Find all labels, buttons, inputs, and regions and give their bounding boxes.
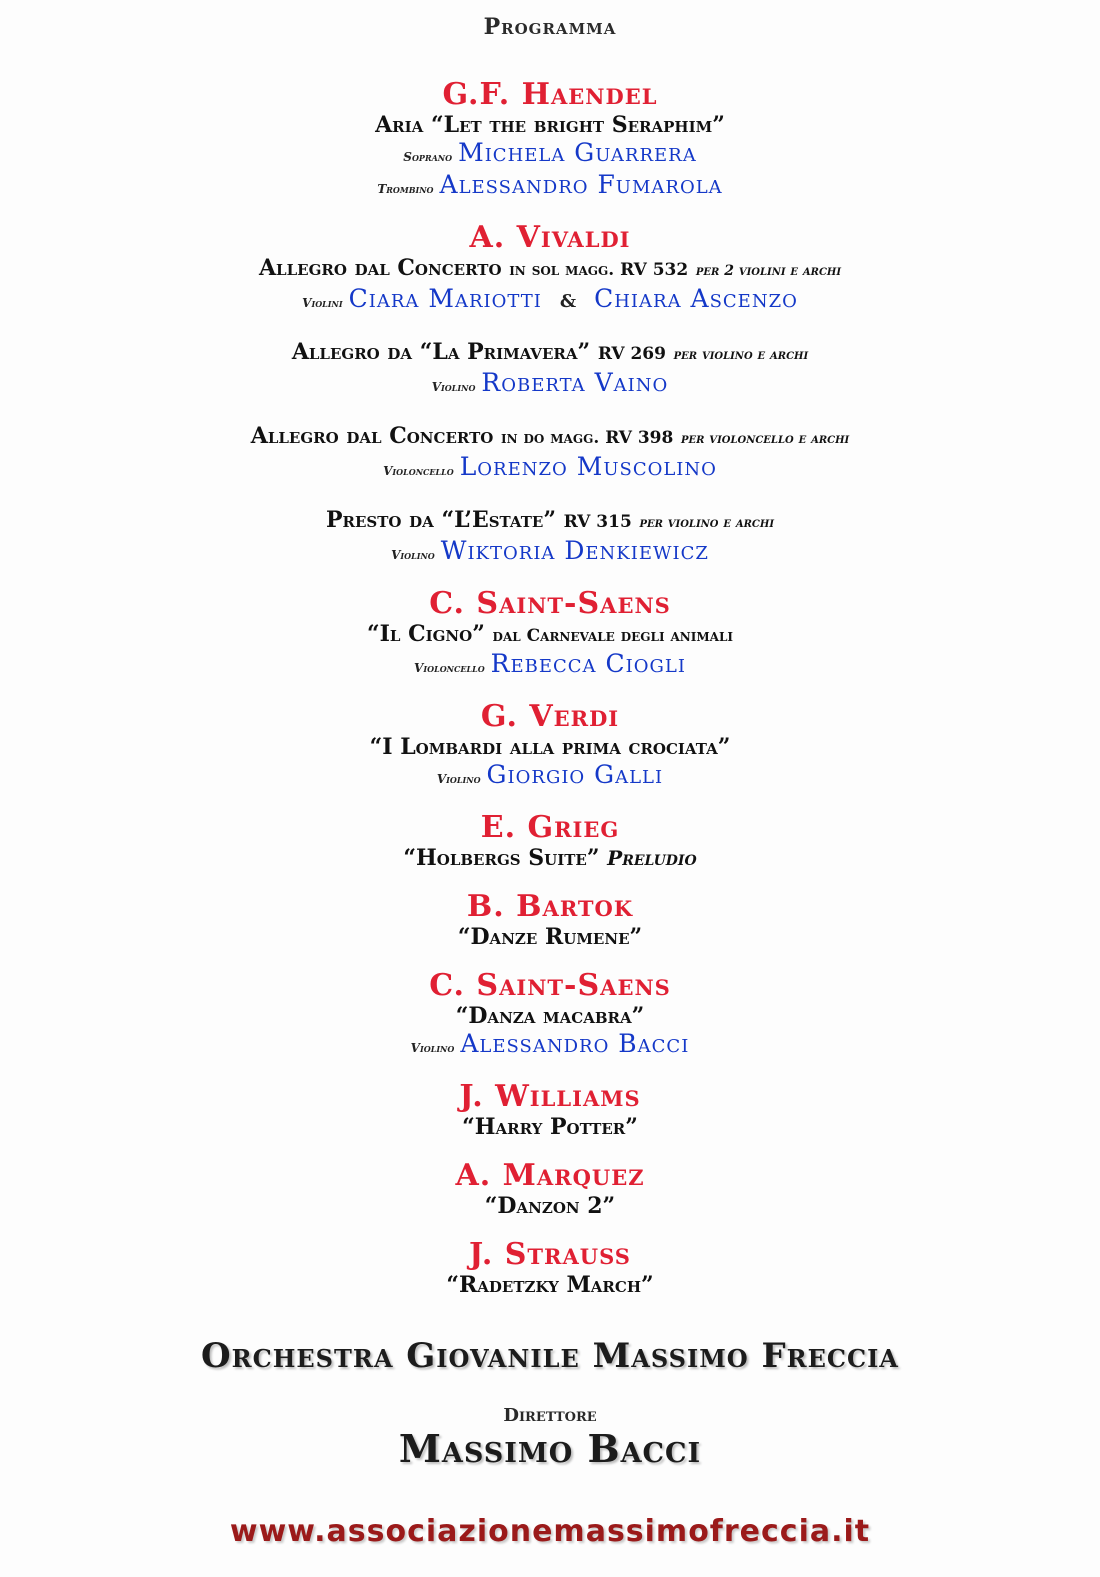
performer-line — [0, 1030, 1100, 1062]
work-title-text: “Holbergs Suite” — [403, 845, 600, 871]
composer-name: C. Saint-Saens — [429, 586, 671, 621]
program-block — [0, 700, 1100, 793]
performer-line — [0, 139, 1100, 171]
work-title-text: Allegro dal Concerto — [258, 255, 502, 281]
performer-name: Lorenzo Muscolino — [459, 452, 717, 481]
work-title-text: “Danzon 2” — [484, 1193, 616, 1219]
spacer — [0, 793, 1100, 811]
spacer — [0, 1062, 1100, 1080]
program-block — [0, 890, 1100, 951]
program-block — [0, 587, 1100, 682]
program-block — [0, 221, 1100, 569]
work-title — [0, 845, 1100, 872]
composer-name: C. Saint-Saens — [429, 968, 671, 1003]
performer-role: Trombino — [377, 182, 434, 196]
work-title-text: “Danze Rumene” — [457, 924, 643, 950]
composer-name: E. Grieg — [480, 810, 620, 845]
performer-line — [0, 285, 1100, 317]
spacer — [0, 951, 1100, 969]
work-title-text: “I Lombardi alla prima crociata” — [369, 734, 731, 760]
work-detail: dal Carnevale degli animali — [492, 626, 734, 646]
work-title — [0, 112, 1100, 139]
composer-name: J. Strauss — [469, 1237, 631, 1272]
director-label: Direttore — [503, 1405, 597, 1426]
performer-name: Michela Guarrera — [458, 138, 697, 167]
performer-role: Violoncello — [383, 464, 454, 478]
performer-name: Wiktoria Denkiewicz — [440, 536, 709, 565]
spacer — [0, 1220, 1100, 1238]
director-name: Massimo Bacci — [398, 1426, 702, 1471]
spacer — [0, 203, 1100, 221]
spacer — [0, 1141, 1100, 1159]
performer-name: Giorgio Galli — [486, 760, 664, 789]
spacer — [0, 401, 1100, 423]
work-movement: Preludio — [607, 846, 697, 870]
work-title — [0, 1003, 1100, 1030]
program-block — [0, 969, 1100, 1062]
program-list — [0, 78, 1100, 1299]
work-note: per violoncello e archi — [680, 431, 850, 447]
work-title-text: “Harry Potter” — [462, 1114, 638, 1140]
work-title-text: “Radetzky March” — [446, 1272, 654, 1298]
work-detail: in sol magg. RV 532 — [509, 260, 689, 280]
work-detail: RV 315 — [563, 512, 632, 532]
spacer — [0, 682, 1100, 700]
composer-name: J. Williams — [459, 1079, 641, 1114]
performer-role: Violino — [436, 772, 481, 786]
program-block — [0, 78, 1100, 203]
program-block — [0, 1159, 1100, 1220]
composer-name: A. Marquez — [455, 1158, 645, 1193]
performer-role: Violino — [391, 548, 435, 562]
performer-name: Roberta Vaino — [481, 368, 669, 397]
work-title-text: “Danza macabra” — [455, 1003, 645, 1029]
performer-line — [0, 537, 1100, 569]
performer-role: Soprano — [403, 150, 453, 164]
website-link[interactable]: www.associazionemassimofreccia.it — [229, 1514, 871, 1549]
work-title-text: Allegro dal Concerto — [250, 423, 494, 449]
composer-name: G.F. Haendel — [442, 77, 658, 112]
work-title-text: Allegro da “La Primavera” — [291, 339, 591, 365]
performer-line — [0, 650, 1100, 682]
performer-role: Violoncello — [414, 661, 485, 675]
program-block — [0, 1080, 1100, 1141]
performer-role: Violino — [431, 380, 476, 394]
performer-joiner: & — [559, 291, 577, 312]
work-title — [0, 1114, 1100, 1141]
composer-name: G. Verdi — [480, 699, 620, 734]
performer-line — [0, 171, 1100, 203]
performer-name: Rebecca Ciogli — [490, 649, 686, 678]
composer-name: A. Vivaldi — [469, 220, 631, 255]
work-title — [0, 339, 1100, 369]
work-title — [0, 507, 1100, 537]
performer-name: Alessandro Fumarola — [439, 170, 723, 199]
work-title-text: “Il Cigno” — [366, 621, 485, 647]
program-block — [0, 1238, 1100, 1299]
composer-name: B. Bartok — [466, 889, 634, 924]
spacer — [0, 872, 1100, 890]
spacer — [0, 317, 1100, 339]
spacer — [0, 485, 1100, 507]
performer-role: Violini — [302, 296, 343, 310]
orchestra-name: Orchestra Giovanile Massimo Freccia — [201, 1336, 899, 1376]
work-note: per violino e archi — [639, 515, 775, 531]
performer-role: Violino — [410, 1041, 455, 1055]
performer-line — [0, 369, 1100, 401]
work-title — [0, 734, 1100, 761]
work-detail: RV 269 — [597, 344, 666, 364]
work-note: per violino e archi — [673, 347, 809, 363]
work-detail: in do magg. RV 398 — [500, 428, 674, 448]
program-block — [0, 811, 1100, 872]
work-title — [0, 621, 1100, 650]
work-title — [0, 1272, 1100, 1299]
performer-name: Chiara Ascenzo — [594, 284, 798, 313]
work-title-text: Presto da “L’Estate” — [325, 507, 556, 533]
work-title-text: Aria “Let the bright Seraphim” — [375, 112, 725, 138]
performer-line — [0, 761, 1100, 793]
program-heading: Programma — [483, 14, 617, 40]
work-title — [0, 423, 1100, 453]
performer-name: Alessandro Bacci — [460, 1029, 690, 1058]
work-title — [0, 924, 1100, 951]
spacer — [0, 569, 1100, 587]
performer-name: Ciara Mariotti — [348, 284, 542, 313]
performer-line — [0, 453, 1100, 485]
work-title — [0, 255, 1100, 285]
work-note: per 2 violini e archi — [695, 263, 842, 279]
work-title — [0, 1193, 1100, 1220]
